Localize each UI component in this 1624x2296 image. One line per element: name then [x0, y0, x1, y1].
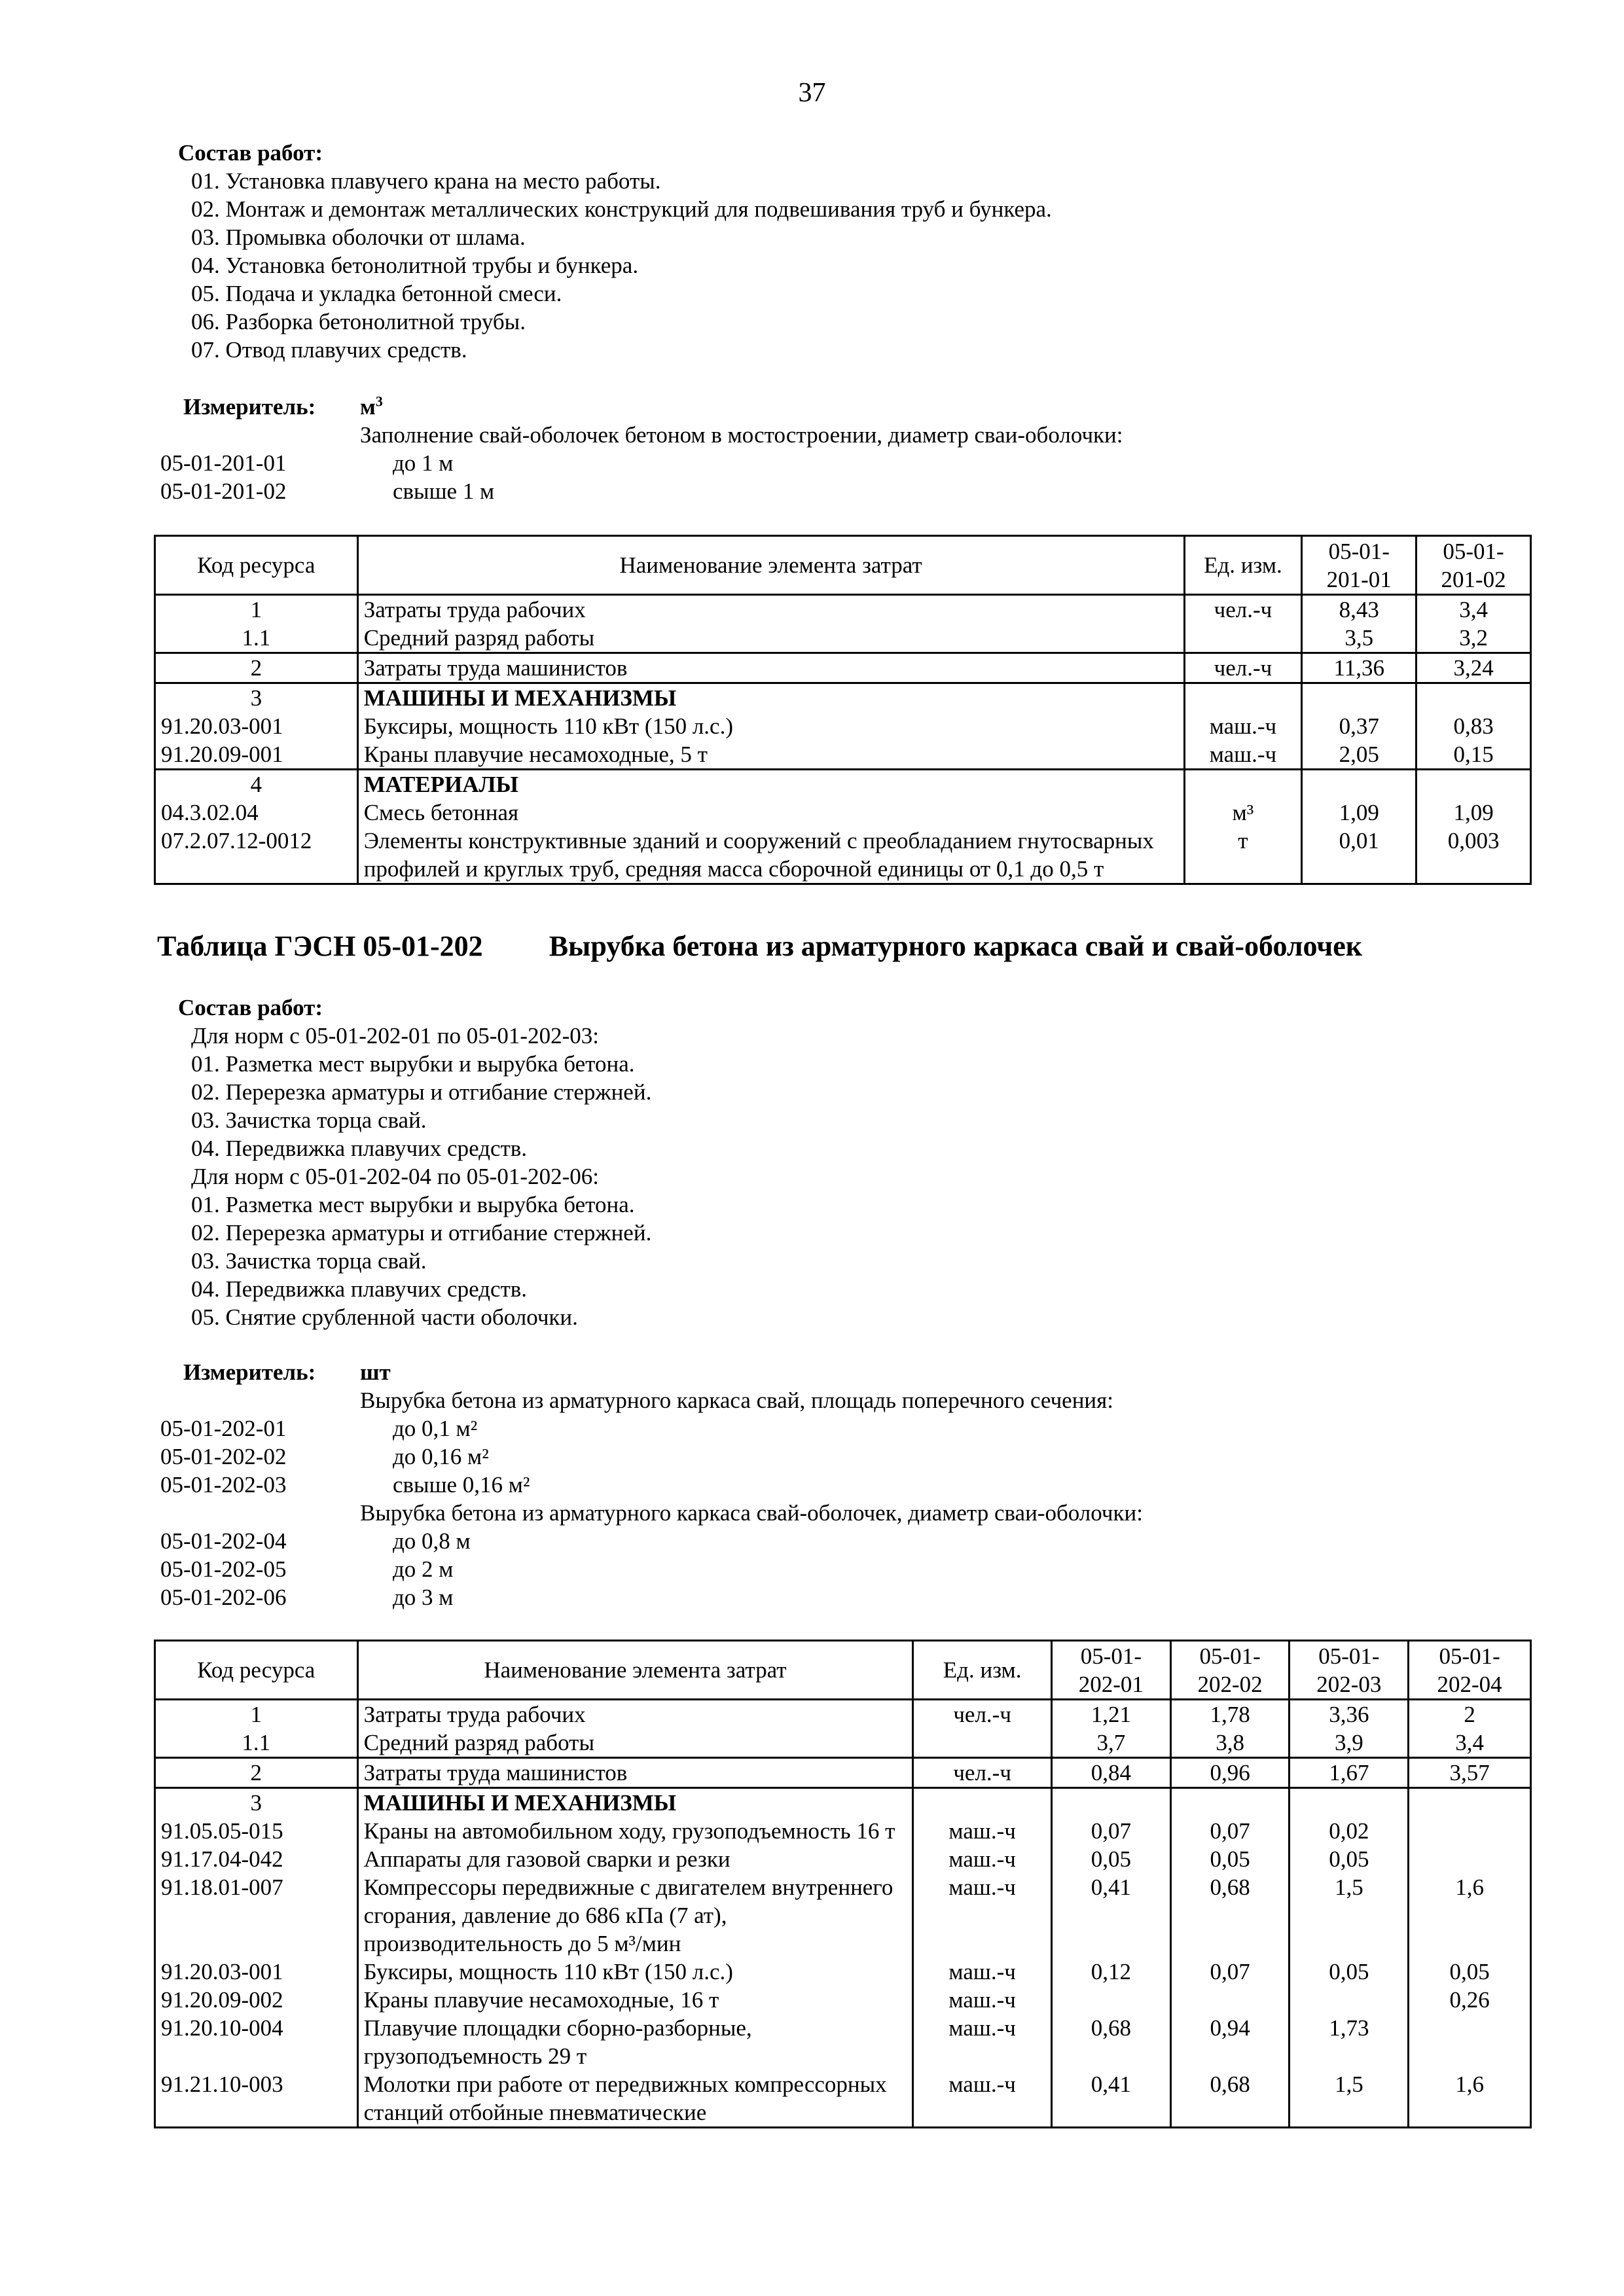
table-row: 91.20.10-004 Плавучие площадки сборно-разборные, грузоподъемность 29 т маш.-ч 0,68 0,94 1,73	[155, 2014, 1531, 2070]
header-name: Наименование элемента затрат	[357, 1641, 913, 1700]
table-row: 1 Затраты труда рабочих чел.-ч 8,43 3,4	[155, 595, 1531, 624]
meter-block-1	[160, 393, 1123, 505]
work-item: 02. Монтаж и демонтаж металлических конструкций для подвешивания труб и бункера.	[191, 196, 1052, 222]
table-row: 1 Затраты труда рабочих чел.-ч 1,21 1,78 3,36 2	[155, 1700, 1531, 1729]
table-row: 91.17.04-042 Аппараты для газовой сварки и резки маш.-ч 0,05 0,05 0,05	[155, 1845, 1531, 1873]
header-unit: Ед. изм.	[913, 1641, 1052, 1700]
table-row: 91.05.05-015 Краны на автомобильном ходу, грузоподъемность 16 т маш.-ч 0,07 0,07 0,02	[155, 1817, 1531, 1845]
table-label: Таблица ГЭСН 05-01-202	[157, 930, 483, 962]
work-item: 04. Передвижка плавучих средств.	[191, 1136, 528, 1161]
work-item: 04. Передвижка плавучих средств.	[191, 1276, 528, 1302]
norm-text: до 0,8 м	[393, 1528, 471, 1554]
table-title	[157, 929, 1362, 963]
work-composition-2	[178, 994, 651, 1331]
work-title: Состав работ:	[178, 995, 323, 1020]
table-row: 3 МАШИНЫ И МЕХАНИЗМЫ	[155, 683, 1531, 713]
page-number: 37	[798, 78, 826, 108]
meter-unit: шт	[360, 1359, 391, 1385]
table-row: 91.20.03-001 Буксиры, мощность 110 кВт (150 л.с.) маш.-ч 0,37 0,83	[155, 712, 1531, 740]
work-item: 06. Разборка бетонолитной трубы.	[191, 309, 526, 334]
norm-text: свыше 1 м	[393, 478, 495, 504]
table-row: 2 Затраты труда машинистов чел.-ч 11,36 3,24	[155, 653, 1531, 683]
work-title: Состав работ:	[178, 140, 323, 166]
work-item: 03. Зачистка торца свай.	[191, 1248, 427, 1274]
norm-code: 05-01-202-01	[160, 1416, 287, 1441]
header-code: Код ресурса	[155, 1641, 358, 1700]
header-name: Наименование элемента затрат	[357, 536, 1184, 595]
table-row: 07.2.07.12-0012 Элементы конструктивные зданий и сооружений с преобладанием гнутосварных профилей и круглых труб, средняя масса сборочной единицы от 0,1 до 0,5 т т 0,01 0,003	[155, 827, 1531, 884]
table-row: 1.1 Средний разряд работы 3,7 3,8 3,9 3,4	[155, 1729, 1531, 1758]
work-composition-1	[178, 139, 1052, 364]
resource-table-1	[154, 535, 1532, 885]
norm-description: Вырубка бетона из арматурного каркаса свай-оболочек, диаметр сваи-оболочки:	[360, 1500, 1143, 1526]
norm-code: 05-01-202-02	[160, 1444, 287, 1469]
table-row: 91.20.09-002 Краны плавучие несамоходные, 16 т маш.-ч 0,26	[155, 1986, 1531, 2014]
table-row: 91.21.10-003 Молотки при работе от передвижных компрессорных станций отбойные пневматические маш.-ч 0,41 0,68 1,5 1,6	[155, 2070, 1531, 2128]
header-norm: 05-01- 202-03	[1290, 1641, 1409, 1700]
work-item: 01. Установка плавучего крана на место работы.	[191, 168, 661, 194]
work-item: 02. Перерезка арматуры и отгибание стержней.	[191, 1079, 652, 1105]
table-row: 91.20.09-001 Краны плавучие несамоходные, 5 т маш.-ч 2,05 0,15	[155, 740, 1531, 770]
work-item: 01. Разметка мест вырубки и вырубка бетона.	[191, 1192, 635, 1217]
work-item: 04. Установка бетонолитной трубы и бункера.	[191, 253, 639, 278]
resource-table-2	[154, 1640, 1532, 2128]
norm-text: свыше 0,16 м²	[393, 1472, 530, 1498]
table-row: 91.18.01-007 Компрессоры передвижные с двигателем внутреннего сгорания, давление до 686 кПа (7 ат), производительность до 5 м³/мин маш.-ч 0,41 0,68 1,5 1,6	[155, 1873, 1531, 1958]
work-item: 05. Подача и укладка бетонной смеси.	[191, 281, 562, 306]
norm-description: Заполнение свай-оболочек бетоном в мостостроении, диаметр сваи-оболочки:	[360, 422, 1123, 448]
norm-text: до 0,16 м²	[393, 1444, 489, 1469]
table-row: 3 МАШИНЫ И МЕХАНИЗМЫ	[155, 1788, 1531, 1818]
table-row: 91.20.03-001 Буксиры, мощность 110 кВт (150 л.с.) маш.-ч 0,12 0,07 0,05 0,05	[155, 1958, 1531, 1986]
work-item: 05. Снятие срубленной части оболочки.	[191, 1304, 578, 1330]
norm-code: 05-01-202-03	[160, 1472, 287, 1498]
work-item: 03. Зачистка торца свай.	[191, 1107, 427, 1133]
table-row: 04.3.02.04 Смесь бетонная м³ 1,09 1,09	[155, 798, 1531, 827]
work-item: 03. Промывка оболочки от шлама.	[191, 224, 526, 250]
table-heading: Вырубка бетона из арматурного каркаса свай и свай-оболочек	[549, 930, 1363, 962]
table-row: 2 Затраты труда машинистов чел.-ч 0,84 0,96 1,67 3,57	[155, 1758, 1531, 1788]
work-item: Для норм с 05-01-202-01 по 05-01-202-03:	[191, 1023, 599, 1049]
meter-unit: $м^3$	[360, 393, 383, 420]
header-unit: Ед. изм.	[1184, 536, 1302, 595]
header-norm: 05-01- 201-02	[1416, 536, 1531, 595]
norm-text: до 0,1 м²	[393, 1416, 478, 1441]
norm-code: 05-01-202-06	[160, 1585, 287, 1610]
work-item: 07. Отвод плавучих средств.	[191, 337, 467, 363]
norm-description: Вырубка бетона из арматурного каркаса свай, площадь поперечного сечения:	[360, 1388, 1113, 1413]
header-norm: 05-01- 202-04	[1409, 1641, 1531, 1700]
work-item: 01. Разметка мест вырубки и вырубка бетона.	[191, 1051, 635, 1077]
header-norm: 05-01- 202-02	[1170, 1641, 1290, 1700]
norm-text: до 2 м	[393, 1556, 454, 1582]
norm-code: 05-01-202-05	[160, 1556, 287, 1582]
norm-text: до 1 м	[393, 450, 454, 476]
work-item: Для норм с 05-01-202-04 по 05-01-202-06:	[191, 1164, 599, 1189]
header-norm: 05-01- 201-01	[1302, 536, 1416, 595]
meter-block-2	[160, 1358, 1143, 1611]
table-row: 1.1 Средний разряд работы 3,5 3,2	[155, 624, 1531, 653]
norm-code: 05-01-201-02	[160, 478, 287, 504]
header-norm: 05-01- 202-01	[1051, 1641, 1170, 1700]
norm-text: до 3 м	[393, 1585, 454, 1610]
table-row: 4 МАТЕРИАЛЫ	[155, 770, 1531, 799]
meter-label: Измеритель:	[183, 394, 316, 420]
meter-label: Измеритель:	[183, 1359, 316, 1385]
work-item: 02. Перерезка арматуры и отгибание стержней.	[191, 1220, 652, 1246]
norm-code: 05-01-202-04	[160, 1528, 287, 1554]
header-code: Код ресурса	[155, 536, 358, 595]
norm-code: 05-01-201-01	[160, 450, 287, 476]
